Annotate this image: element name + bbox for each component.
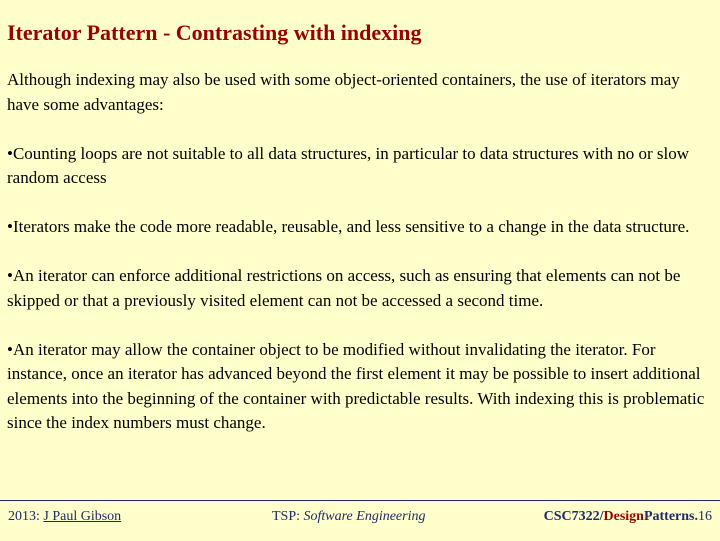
page-number: 16 — [698, 509, 712, 524]
slide-footer — [0, 500, 720, 541]
spacer — [7, 240, 715, 265]
intro-paragraph: Although indexing may also be used with some object-oriented containers, the use of iterators may have some advantages: — [7, 70, 680, 114]
bullet-item — [7, 264, 715, 313]
footer-author-link[interactable]: J Paul Gibson — [43, 509, 122, 524]
footer-topic-rest: Patterns. — [643, 509, 698, 524]
spacer — [7, 117, 715, 142]
bullet-marker: • — [7, 266, 13, 285]
slide-body — [7, 68, 715, 436]
bullet-marker: • — [7, 217, 13, 236]
spacer — [7, 191, 715, 216]
bullet-item — [7, 215, 715, 240]
footer-code: CSC7322/ — [543, 509, 604, 524]
spacer — [7, 313, 715, 338]
bullet-item — [7, 142, 715, 191]
footer-right — [544, 509, 712, 525]
bullet-text: Counting loops are not suitable to all data structures, in particular to data structures with no or slow random access — [7, 143, 690, 187]
footer-left — [8, 509, 121, 525]
footer-course: Software Engineering — [303, 509, 426, 524]
bullet-marker: • — [7, 143, 13, 163]
bullet-item — [7, 338, 715, 436]
footer-org: TSP: — [272, 509, 301, 524]
footer-year: 2013: — [8, 509, 40, 524]
slide-title: Iterator Pattern - Contrasting with indexing — [7, 20, 422, 45]
footer-center — [272, 509, 425, 525]
bullet-text: Iterators make the code more readable, reusable, and less sensitive to a change in the data structure. — [12, 217, 690, 236]
bullet-text: An iterator can enforce additional restrictions on access, such as ensuring that elements can not be skipped or that a previously visited element can not be accessed a second time. — [7, 266, 681, 310]
footer-topic: Design — [603, 509, 644, 524]
bullet-marker: • — [7, 339, 13, 359]
bullet-text: An iterator may allow the container object to be modified without invalidating the iterator. For instance, once an iterator has advanced beyond the first element it may be possible to insert additional elements into the beginning of the container with predictable results. With indexing this is problematic since the index numbers must change. — [7, 339, 705, 432]
